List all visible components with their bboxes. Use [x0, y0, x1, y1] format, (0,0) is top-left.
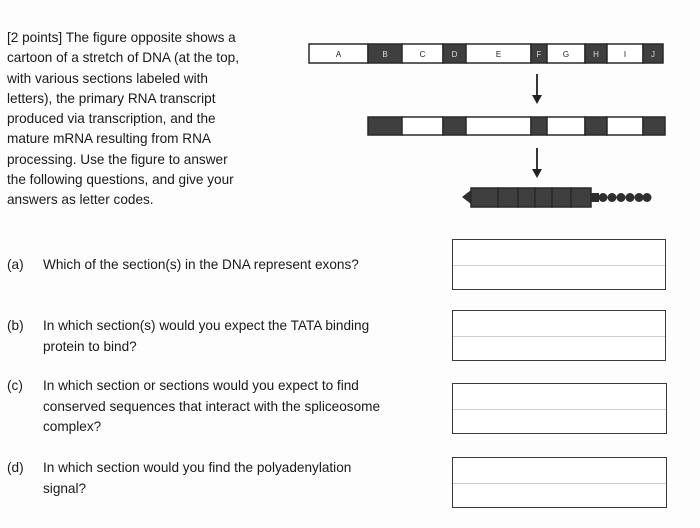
dna-label-c: C — [419, 50, 426, 59]
transcript-segment-j — [643, 117, 665, 135]
dna-label-i: I — [623, 50, 627, 59]
mrna-segment-1 — [471, 188, 498, 207]
mrna-segment-3 — [518, 188, 535, 207]
intro-paragraph: [2 points] The figure opposite shows a cartoon of a stretch of DNA (at the top, with various sections labeled with letters), the primary RNA transcript produced via transcription, and the mature mRNA resulting from RNA processing. Use the figure to answer the following questions, and give your answers as letter codes. — [7, 30, 239, 208]
answer-box-c[interactable] — [452, 383, 667, 434]
dna-label-j: J — [651, 50, 655, 59]
transcript-segment-e — [466, 117, 531, 135]
transcript-segment-d — [443, 117, 466, 135]
dna-label-f: F — [536, 50, 542, 59]
poly-a-tail-icon — [591, 193, 652, 202]
question-label: (a) — [7, 257, 24, 272]
answer-box-d[interactable] — [452, 457, 667, 508]
transcript-segment-c — [402, 117, 443, 135]
answer-box-b[interactable] — [452, 310, 666, 361]
mature-mrna — [462, 188, 652, 207]
transcript-segment-g — [547, 117, 585, 135]
dna-label-e: E — [495, 50, 502, 59]
primary-transcript — [368, 117, 665, 135]
mrna-segment-2 — [498, 188, 518, 207]
question-label: (d) — [7, 460, 24, 475]
transcript-segment-i — [607, 117, 643, 135]
question-label: (c) — [7, 378, 23, 393]
question-text: In which section(s) would you expect the TATA binding protein to bind? — [43, 318, 370, 354]
question-label: (b) — [7, 318, 24, 333]
mrna-segment-4 — [535, 188, 552, 207]
dna-label-b: B — [382, 50, 388, 59]
transcript-segment-b — [368, 117, 402, 135]
dna-strip — [309, 44, 663, 63]
mrna-segment-6 — [571, 188, 591, 207]
transcript-segment-f — [531, 117, 547, 135]
mrna-segment-5 — [552, 188, 571, 207]
down-arrow-icon — [532, 74, 542, 104]
answer-box-a[interactable] — [452, 239, 666, 290]
five-prime-cap-icon — [462, 190, 471, 204]
question-text: Which of the section(s) in the DNA represent exons? — [43, 257, 359, 272]
transcript-segment-h — [585, 117, 607, 135]
question-text: In which section or sections would you expect to find conserved sequences that interact with the spliceosome complex? — [43, 378, 381, 434]
dna-label-h: H — [593, 50, 599, 59]
down-arrow-icon — [532, 148, 542, 178]
dna-label-g: G — [562, 50, 570, 59]
dna-label-a: A — [335, 50, 342, 59]
question-text: In which section would you find the polyadenylation signal? — [43, 460, 352, 496]
dna-label-d: D — [451, 50, 458, 59]
